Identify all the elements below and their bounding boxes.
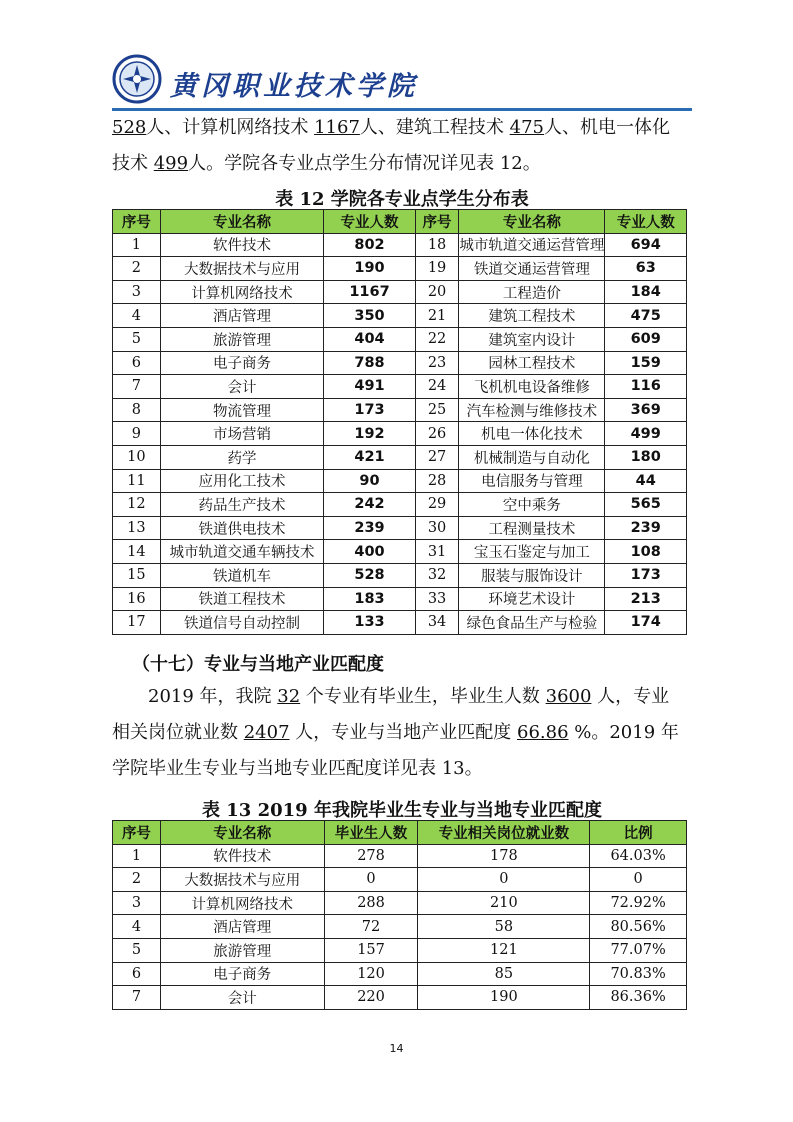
table-cell: 电子商务 xyxy=(160,962,324,986)
table-cell: 0 xyxy=(324,868,418,892)
table-cell: 26 xyxy=(415,422,459,446)
school-name: 黄冈职业技术学院 xyxy=(170,71,418,102)
table-row xyxy=(113,304,687,328)
matching-paragraph xyxy=(112,679,692,715)
table-cell: 64.03% xyxy=(590,844,687,868)
table-cell: 694 xyxy=(605,233,687,257)
table-row xyxy=(113,375,687,399)
table-cell: 软件技术 xyxy=(160,233,324,257)
table-cell: 电子商务 xyxy=(160,351,324,375)
table-cell: 园林工程技术 xyxy=(459,351,605,375)
table-cell: 飞机机电设备维修 xyxy=(459,375,605,399)
intro-line-1: 528人、计算机网络技术 1167人、建筑工程技术 475人、机电一体化 xyxy=(112,117,670,138)
section-title: （十七）专业与当地产业匹配度 xyxy=(132,654,384,675)
table-cell: 278 xyxy=(324,844,418,868)
table-cell: 铁道工程技术 xyxy=(160,587,324,611)
table-cell: 44 xyxy=(605,469,687,493)
table-cell: 7 xyxy=(113,375,161,399)
table-row xyxy=(113,445,687,469)
table-cell: 90 xyxy=(324,469,415,493)
table-cell: 11 xyxy=(113,469,161,493)
table-13 xyxy=(112,820,687,1010)
table-cell: 29 xyxy=(415,493,459,517)
table-cell: 机械制造与自动化 xyxy=(459,445,605,469)
table-row xyxy=(113,327,687,351)
table13-header-cell: 专业名称 xyxy=(160,821,324,845)
table-cell: 34 xyxy=(415,611,459,635)
intro-line-2: 技术 499人。学院各专业点学生分布情况详见表 12。 xyxy=(112,153,541,174)
table-cell: 铁道机车 xyxy=(160,563,324,587)
table-cell: 133 xyxy=(324,611,415,635)
table13-header-cell: 专业相关岗位就业数 xyxy=(418,821,590,845)
table-row xyxy=(113,469,687,493)
table-cell: 大数据技术与应用 xyxy=(160,868,324,892)
table-cell: 180 xyxy=(605,445,687,469)
table-row xyxy=(113,587,687,611)
table-cell: 旅游管理 xyxy=(160,938,324,962)
table-cell: 3 xyxy=(113,280,161,304)
table-cell: 5 xyxy=(113,327,161,351)
table-cell: 369 xyxy=(605,398,687,422)
table-cell: 4 xyxy=(113,915,161,939)
table-cell: 酒店管理 xyxy=(160,304,324,328)
table-cell: 802 xyxy=(324,233,415,257)
table-cell: 184 xyxy=(605,280,687,304)
table-cell: 会计 xyxy=(160,375,324,399)
table13-header-cell: 比例 xyxy=(590,821,687,845)
table12-header-cell: 专业名称 xyxy=(160,210,324,234)
table-cell: 城市轨道交通车辆技术 xyxy=(160,540,324,564)
table-cell: 178 xyxy=(418,844,590,868)
table-cell: 157 xyxy=(324,938,418,962)
table-cell: 旅游管理 xyxy=(160,327,324,351)
table-cell: 528 xyxy=(324,563,415,587)
table-row xyxy=(113,915,687,939)
table-cell: 25 xyxy=(415,398,459,422)
table-cell: 环境艺术设计 xyxy=(459,587,605,611)
table-cell: 28 xyxy=(415,469,459,493)
table12-header-row xyxy=(113,210,687,234)
table-cell: 85 xyxy=(418,962,590,986)
table-cell: 物流管理 xyxy=(160,398,324,422)
table-cell: 会计 xyxy=(160,986,324,1010)
table-cell: 5 xyxy=(113,938,161,962)
school-seal-icon xyxy=(112,54,162,104)
table-cell: 药品生产技术 xyxy=(160,493,324,517)
table-cell: 18 xyxy=(415,233,459,257)
table-cell: 空中乘务 xyxy=(459,493,605,517)
table13-header-row xyxy=(113,821,687,845)
table-cell: 10 xyxy=(113,445,161,469)
table-cell: 17 xyxy=(113,611,161,635)
table-cell: 汽车检测与维修技术 xyxy=(459,398,605,422)
table-cell: 绿色食品生产与检验 xyxy=(459,611,605,635)
table-cell: 421 xyxy=(324,445,415,469)
table-cell: 288 xyxy=(324,891,418,915)
table-cell: 404 xyxy=(324,327,415,351)
table-cell: 499 xyxy=(605,422,687,446)
table-row xyxy=(113,493,687,517)
table-cell: 23 xyxy=(415,351,459,375)
table-cell: 239 xyxy=(324,516,415,540)
table-cell: 400 xyxy=(324,540,415,564)
table-cell: 药学 xyxy=(160,445,324,469)
table-cell: 市场营销 xyxy=(160,422,324,446)
table-cell: 计算机网络技术 xyxy=(160,280,324,304)
table-cell: 铁道交通运营管理 xyxy=(459,257,605,281)
table-cell: 116 xyxy=(605,375,687,399)
table-cell: 475 xyxy=(605,304,687,328)
table12-header-cell: 专业名称 xyxy=(459,210,605,234)
table-row xyxy=(113,351,687,375)
table-cell: 121 xyxy=(418,938,590,962)
page-header xyxy=(112,52,692,108)
table-cell: 609 xyxy=(605,327,687,351)
table-cell: 15 xyxy=(113,563,161,587)
table-cell: 0 xyxy=(418,868,590,892)
table12-header-cell: 专业人数 xyxy=(605,210,687,234)
table-12 xyxy=(112,209,687,635)
table-cell: 宝玉石鉴定与加工 xyxy=(459,540,605,564)
table-cell: 4 xyxy=(113,304,161,328)
table-row xyxy=(113,422,687,446)
table-cell: 108 xyxy=(605,540,687,564)
table-cell: 6 xyxy=(113,962,161,986)
table13-header-cell: 序号 xyxy=(113,821,161,845)
table-row xyxy=(113,891,687,915)
table-cell: 491 xyxy=(324,375,415,399)
table-cell: 190 xyxy=(418,986,590,1010)
table-cell: 72.92% xyxy=(590,891,687,915)
table-row xyxy=(113,611,687,635)
intro-paragraph xyxy=(112,110,692,182)
table-cell: 建筑室内设计 xyxy=(459,327,605,351)
table-cell: 86.36% xyxy=(590,986,687,1010)
table-cell: 33 xyxy=(415,587,459,611)
table-cell: 565 xyxy=(605,493,687,517)
table-cell: 24 xyxy=(415,375,459,399)
table-cell: 建筑工程技术 xyxy=(459,304,605,328)
table-cell: 12 xyxy=(113,493,161,517)
table-cell: 2 xyxy=(113,868,161,892)
table-cell: 3 xyxy=(113,891,161,915)
table-cell: 70.83% xyxy=(590,962,687,986)
table-cell: 工程造价 xyxy=(459,280,605,304)
table-row xyxy=(113,540,687,564)
table-cell: 大数据技术与应用 xyxy=(160,257,324,281)
table-cell: 239 xyxy=(605,516,687,540)
matching-paragraph-cont xyxy=(112,715,692,787)
table-cell: 21 xyxy=(415,304,459,328)
table-cell: 63 xyxy=(605,257,687,281)
table-cell: 19 xyxy=(415,257,459,281)
table-row xyxy=(113,962,687,986)
table-cell: 183 xyxy=(324,587,415,611)
table-cell: 192 xyxy=(324,422,415,446)
table12-caption: 表 12 学院各专业点学生分布表 xyxy=(275,189,529,210)
table-cell: 7 xyxy=(113,986,161,1010)
table-cell: 服装与服饰设计 xyxy=(459,563,605,587)
matching-line-3: 学院毕业生专业与当地专业匹配度详见表 13。 xyxy=(112,758,483,779)
table-cell: 14 xyxy=(113,540,161,564)
table-cell: 城市轨道交通运营管理 xyxy=(459,233,605,257)
table-cell: 27 xyxy=(415,445,459,469)
table-cell: 220 xyxy=(324,986,418,1010)
table-cell: 计算机网络技术 xyxy=(160,891,324,915)
table-cell: 72 xyxy=(324,915,418,939)
table13-caption: 表 13 2019 年我院毕业生专业与当地专业匹配度 xyxy=(202,800,602,821)
table-row xyxy=(113,844,687,868)
table-row xyxy=(113,233,687,257)
table-cell: 30 xyxy=(415,516,459,540)
table-cell: 242 xyxy=(324,493,415,517)
table-cell: 酒店管理 xyxy=(160,915,324,939)
table-row xyxy=(113,398,687,422)
page-number: 14 xyxy=(389,1042,404,1055)
table-cell: 工程测量技术 xyxy=(459,516,605,540)
table-cell: 铁道供电技术 xyxy=(160,516,324,540)
table-cell: 0 xyxy=(590,868,687,892)
table-row xyxy=(113,257,687,281)
table-cell: 1167 xyxy=(324,280,415,304)
table-cell: 16 xyxy=(113,587,161,611)
table-cell: 31 xyxy=(415,540,459,564)
table-cell: 350 xyxy=(324,304,415,328)
table-cell: 22 xyxy=(415,327,459,351)
table-cell: 1 xyxy=(113,233,161,257)
table-cell: 173 xyxy=(324,398,415,422)
matching-line-2: 相关岗位就业数 2407 人，专业与当地产业匹配度 66.86 %。2019 年 xyxy=(112,722,679,743)
table-cell: 174 xyxy=(605,611,687,635)
table-cell: 电信服务与管理 xyxy=(459,469,605,493)
table-row xyxy=(113,868,687,892)
table-cell: 58 xyxy=(418,915,590,939)
table-cell: 77.07% xyxy=(590,938,687,962)
table-cell: 210 xyxy=(418,891,590,915)
matching-line-1: 2019 年，我院 32 个专业有毕业生，毕业生人数 3600 人，专业 xyxy=(148,686,670,707)
table-cell: 8 xyxy=(113,398,161,422)
table-cell: 120 xyxy=(324,962,418,986)
table12-header-cell: 序号 xyxy=(415,210,459,234)
table-row xyxy=(113,516,687,540)
table-row xyxy=(113,938,687,962)
table-cell: 软件技术 xyxy=(160,844,324,868)
table-cell: 9 xyxy=(113,422,161,446)
table-cell: 2 xyxy=(113,257,161,281)
table-cell: 173 xyxy=(605,563,687,587)
table-cell: 20 xyxy=(415,280,459,304)
table-cell: 13 xyxy=(113,516,161,540)
table12-header-cell: 专业人数 xyxy=(324,210,415,234)
table-cell: 159 xyxy=(605,351,687,375)
table-row xyxy=(113,563,687,587)
table-cell: 1 xyxy=(113,844,161,868)
table-cell: 32 xyxy=(415,563,459,587)
table-cell: 机电一体化技术 xyxy=(459,422,605,446)
table-cell: 6 xyxy=(113,351,161,375)
table-row xyxy=(113,280,687,304)
table-cell: 铁道信号自动控制 xyxy=(160,611,324,635)
table-cell: 80.56% xyxy=(590,915,687,939)
table-cell: 213 xyxy=(605,587,687,611)
table13-header-cell: 毕业生人数 xyxy=(324,821,418,845)
table-row xyxy=(113,986,687,1010)
table-cell: 190 xyxy=(324,257,415,281)
table-cell: 788 xyxy=(324,351,415,375)
table12-header-cell: 序号 xyxy=(113,210,161,234)
table-cell: 应用化工技术 xyxy=(160,469,324,493)
